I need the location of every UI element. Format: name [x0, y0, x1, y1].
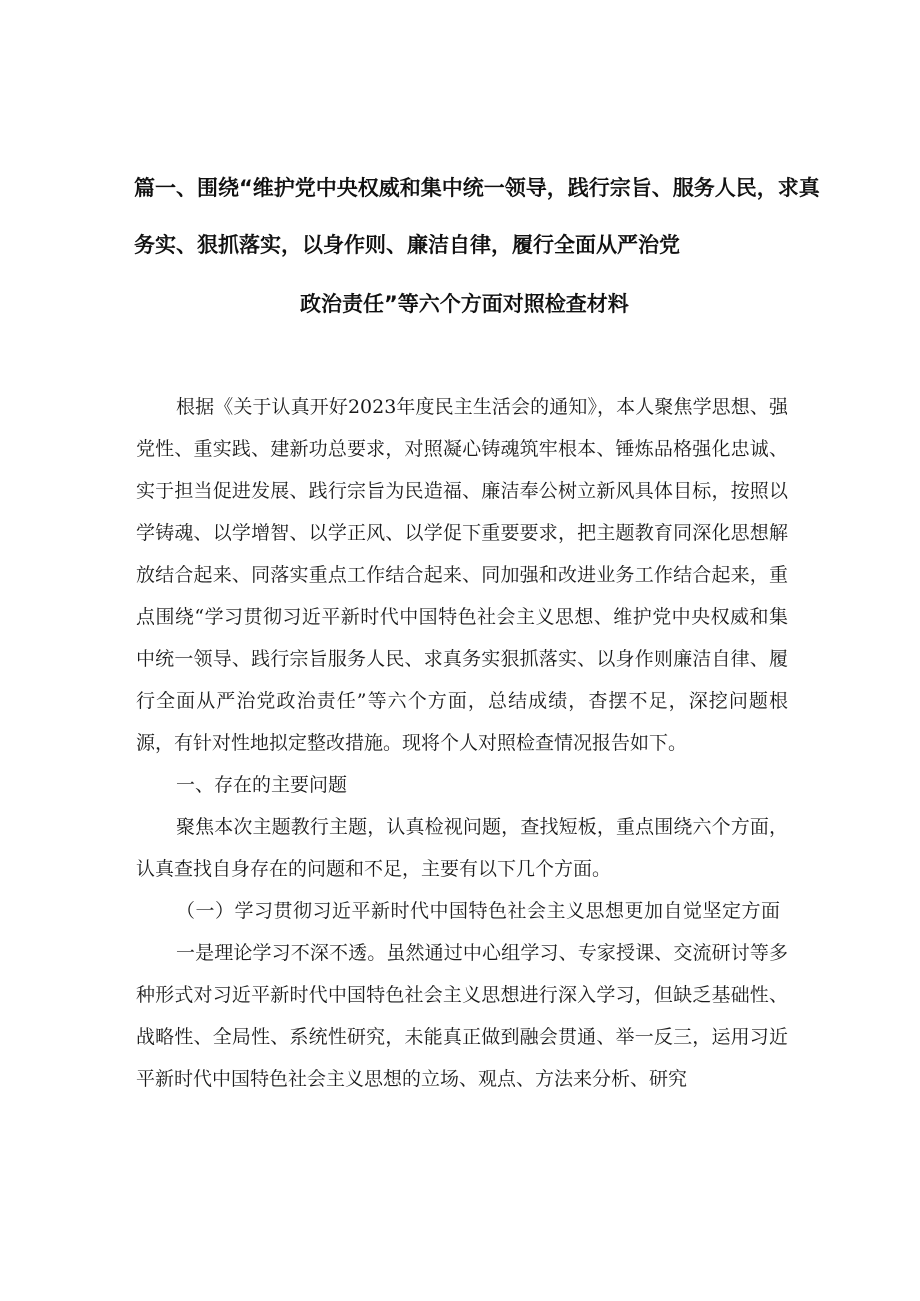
focus-paragraph: 聚焦本次主题教行主题，认真检视问题，查找短板，重点围绕六个方面，认真查找自身存在的问题和不足，主要有以下几个方面。: [136, 816, 788, 880]
subsection-heading: （一）学习贯彻习近平新时代中国特色社会主义思想更加自觉坚定方面: [176, 900, 781, 922]
document-title-line-1: 篇一、围绕“维护党中央权威和集中统一领导，践行宗旨、服务人民，求真: [134, 176, 820, 200]
section-heading: 一、存在的主要问题: [176, 774, 348, 796]
document-title-line-3: 政治责任”等六个方面对照检查材料: [300, 292, 629, 316]
document-body: [136, 386, 788, 1100]
point-paragraph: 一是理论学习不深不透。虽然通过中心组学习、专家授课、交流研讨等多种形式对习近平新时代中国特色社会主义思想进行深入学习，但缺乏基础性、战略性、全局性、系统性研究，未能真正做到融会贯通、举一反三，运用习近平新时代中国特色社会主义思想的立场、观点、方法来分析、研究: [136, 942, 788, 1090]
document-title-line-2: 务实、狠抓落实，以身作则、廉洁自律，履行全面从严治党: [134, 233, 680, 257]
intro-paragraph: 根据《关于认真开好2023年度民主生活会的通知》，本人聚焦学思想、强党性、重实践、建新功总要求，对照凝心铸魂筑牢根本、锤炼品格强化忠诚、实于担当促进发展、践行宗旨为民造福、廉洁奉公树立新风具体目标，按照以学铸魂、以学增智、以学正风、以学促下重要要求，把主题教育同深化思想解放结合起来、同落实重点工作结合起来、同加强和改进业务工作结合起来，重点围绕“学习贯彻习近平新时代中国特色社会主义思想、维护党中央权威和集中统一领导、践行宗旨服务人民、求真务实狠抓落实、以身作则廉洁自律、履行全面从严治党政治责任”等六个方面，总结成绩，杳摆不足，深挖问题根源，有针对性地拟定整改措施。现将个人对照检查情况报告如下。: [136, 396, 788, 754]
